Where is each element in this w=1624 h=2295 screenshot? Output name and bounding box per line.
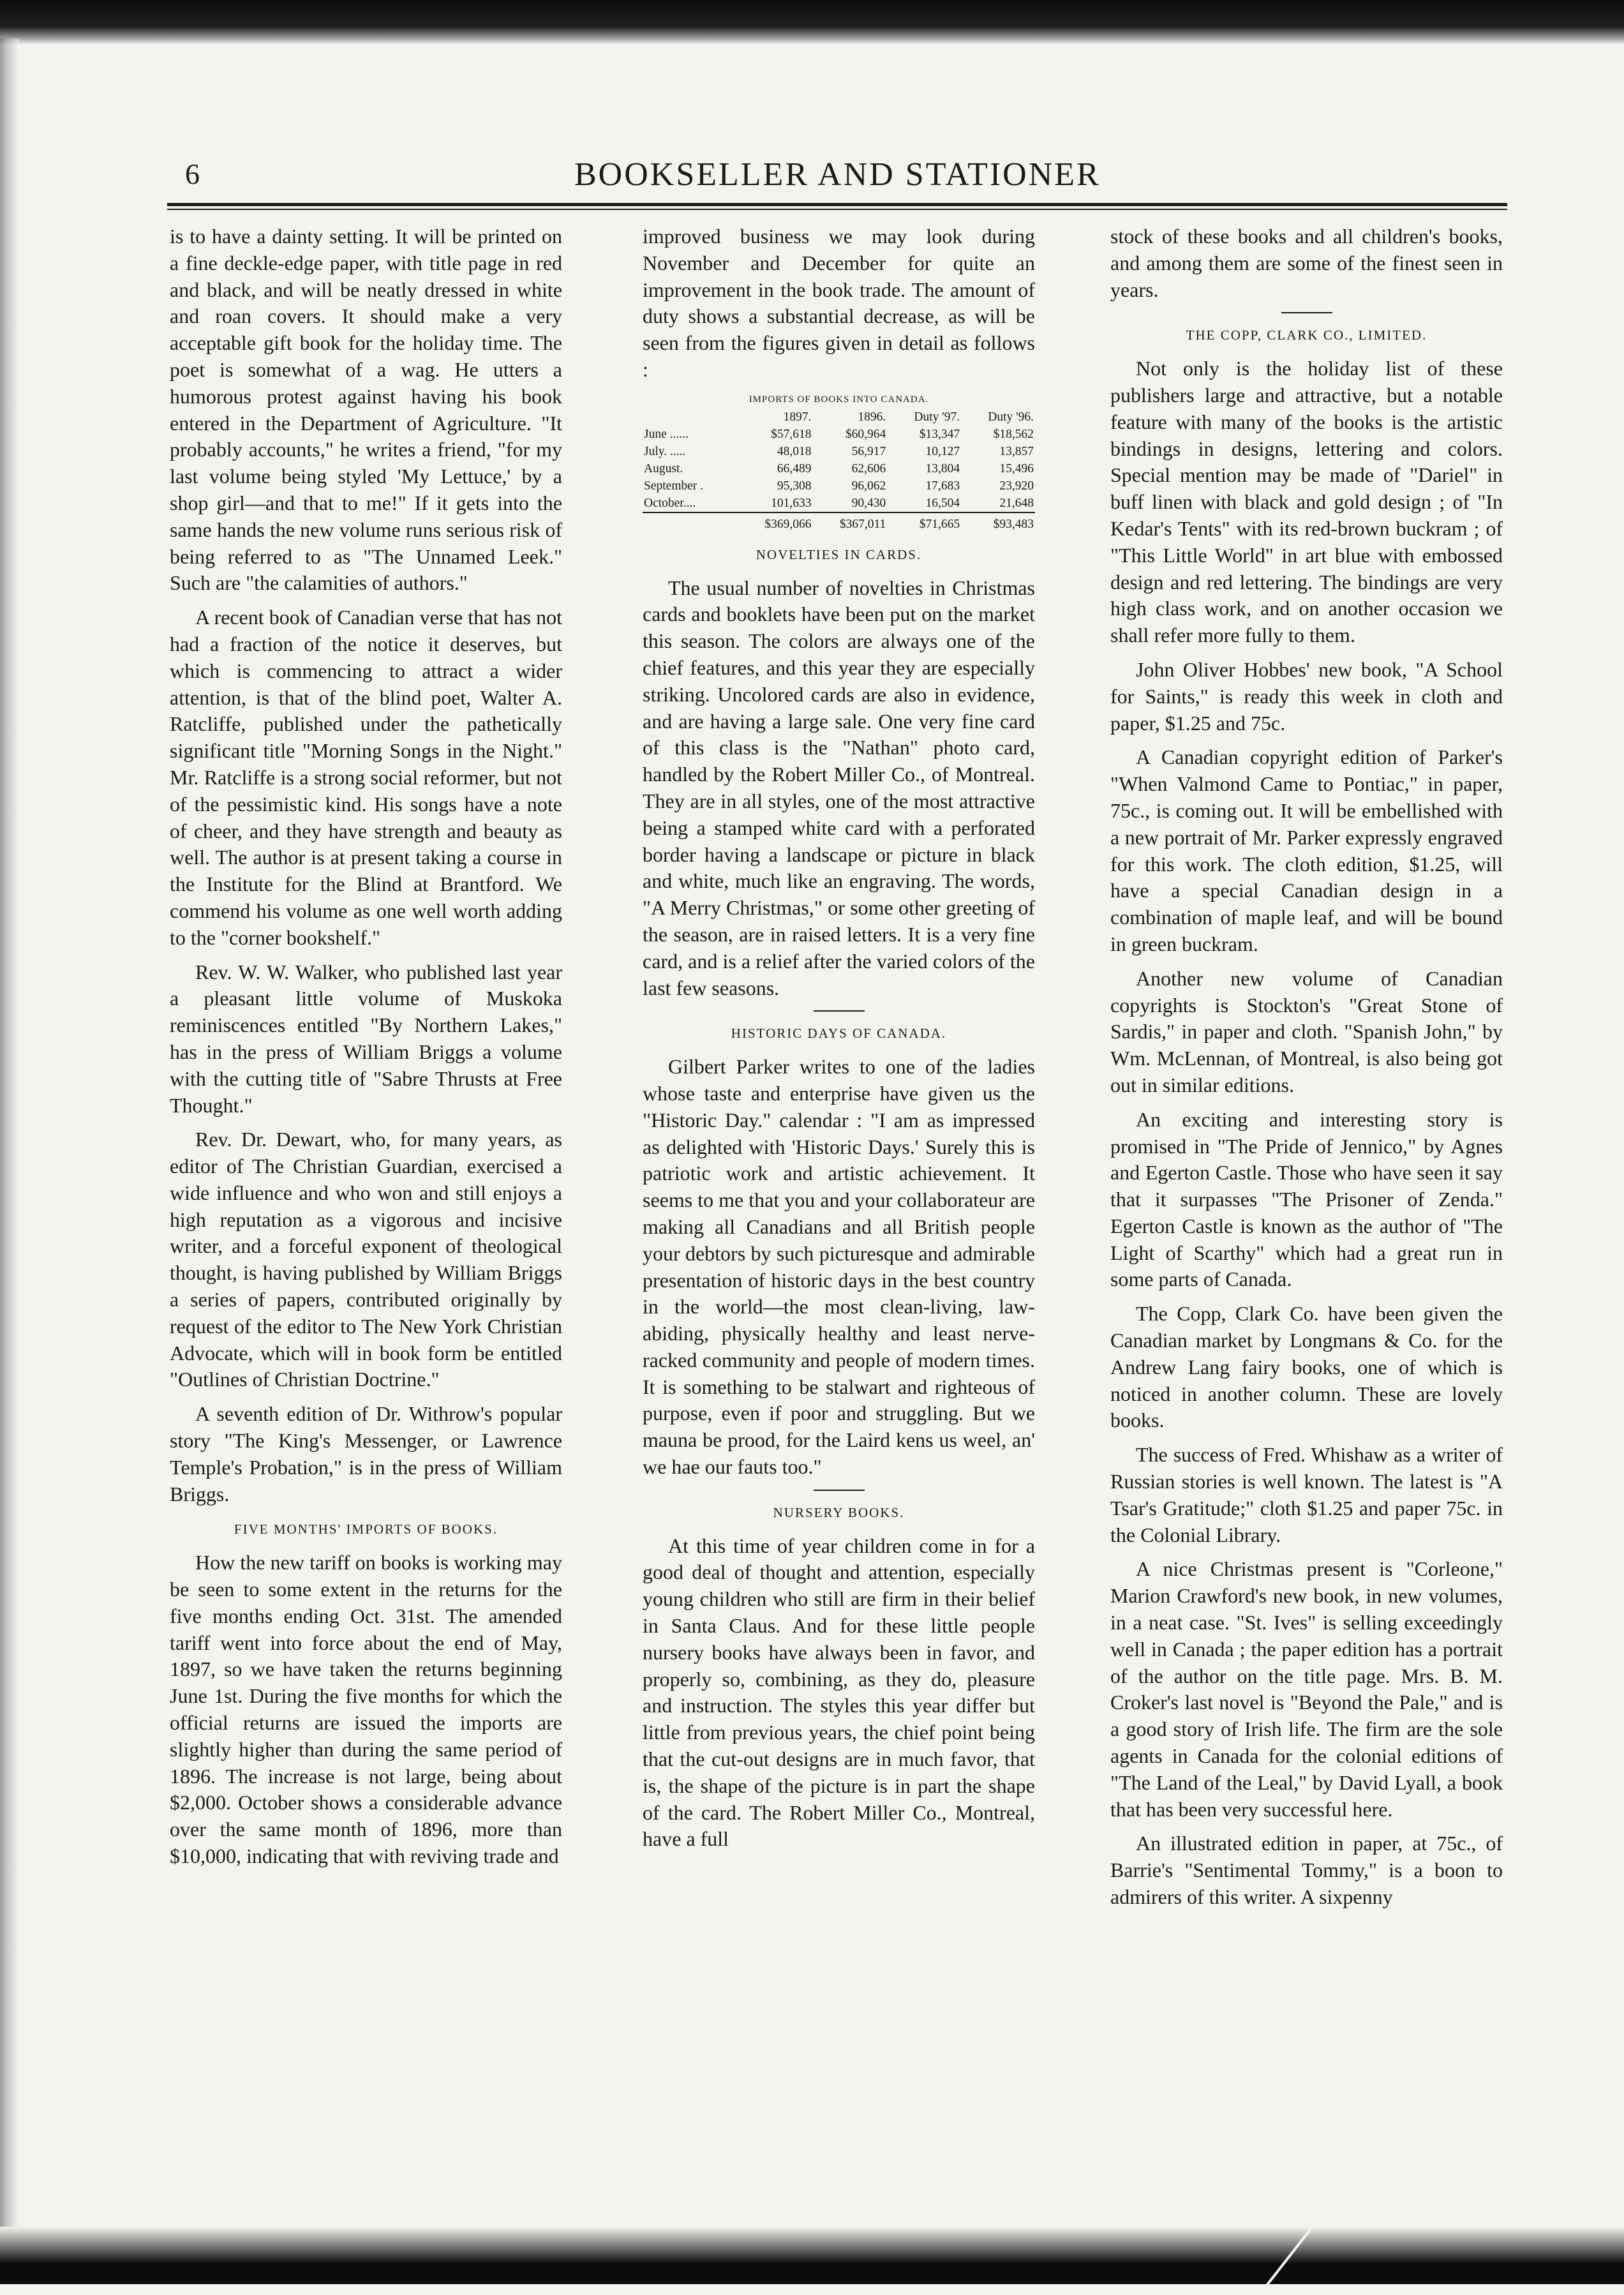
paragraph: Rev. W. W. Walker, who published last year a pleasant little volume of Muskoka reminiscences entitled "By Northern Lakes," has in the press of William Briggs a volume with the cutting title of "Sabre Thrusts at Free Thought." xyxy=(170,960,562,1117)
table-header-cell: 1896. xyxy=(858,410,886,424)
page-title: BOOKSELLER AND STATIONER xyxy=(574,156,1101,193)
imports-table xyxy=(643,391,1035,533)
table-cell: $18,562 xyxy=(993,427,1034,441)
section-heading-nursery: NURSERY BOOKS. xyxy=(773,1504,905,1520)
paragraph: Another new volume of Canadian copyrights is Stockton's "Great Stone of Sardis," in paper and cloth. "Spanish John," by Wm. McLennan, of Montreal, is also being got out in similar editions. xyxy=(1110,966,1503,1096)
table-cell: $71,665 xyxy=(887,512,961,533)
table-cell: 10,127 xyxy=(925,444,960,458)
table-cell: $93,483 xyxy=(961,512,1035,533)
table-cell: 17,683 xyxy=(925,479,960,493)
section-heading-cards: NOVELTIES IN CARDS. xyxy=(756,546,922,562)
paragraph: Gilbert Parker writes to one of the ladies whose taste and enterprise have given us the "Historic Day." calendar : "I am as impressed as delighted with 'Historic Days.' Surely this is patriotic work and artistic achievement. It seems to me that you and your collaborateur are making all Canadians and all British people your debtors by such picturesque and admirable presentation of historic days in the best country in the world—the most clean-living, law-abiding, physically healthy and least nerve-racked community and people of modern times. It is something to be stalwart and righteous of purpose, even if poor and struggling. But we mauna be prood, for the Laird kens us weel, an' we hae our fauts too." xyxy=(643,1055,1035,1479)
table-cell: 21,648 xyxy=(999,496,1034,510)
paragraph: The usual number of novelties in Christmas cards and booklets have been put on the market this season. The colors are always one of the chief features, and this year they are especially striking. Uncolored cards are also in evidence, and are having a large sale. One very fine card of this class is the "Nathan" photo card, handled by the Robert Miller Co., of Montreal. They are in all styles, one of the most attractive being a stamped white card with a perforated border having a landscape or picture in black and white, much like an engraving. The words, "A Merry Christmas," or some other greeting of the season, are in raised letters. It is a very fine card, and is a relief after the varied colors of the last few seasons. xyxy=(643,576,1035,999)
column-3 xyxy=(1110,223,1503,1918)
paragraph: stock of these books and all children's books, and among them are some of the finest seen in years. xyxy=(1110,225,1503,301)
header-rule xyxy=(167,203,1507,206)
paragraph: A nice Christmas present is "Corleone," Marion Crawford's new book, in new volumes, in a neat case. "St. Ives" is selling exceedingly well in Canada ; the paper edition has a portrait of the author on the title page. Mrs. B. M. Croker's last novel is "Beyond the Pale," and is a good story of Irish life. The firm are the sole agents in Canada for the colonial editions of "The Land of the Leal," by David Lyall, a book that has been very successful here. xyxy=(1110,1557,1503,1821)
table-cell: 95,308 xyxy=(777,479,812,493)
paragraph: is to have a dainty setting. It will be printed on a fine deckle-edge paper, with title page in red and black, and will be neatly dressed in white and roan covers. It should make a very acceptable gift book for the holiday time. The poet is somewhat of a wag. He utters a humorous protest against having his book entered in the Department of Agriculture. "It probably accounts," he writes a friend, "for my last volume being styled 'My Lettuce,' by a shop girl—and that to me!" If it gets into the same hands the new volume runs serious risk of being referred to as "The Unnamed Leek." Such are "the calamities of authors." xyxy=(170,225,562,595)
table-cell: 101,633 xyxy=(771,496,812,510)
paragraph: The Copp, Clark Co. have been given the Canadian market by Longmans & Co. for the Andrew Lang fairy books, one of which is noticed in another column. These are lovely books. xyxy=(1110,1302,1503,1432)
page-number: 6 xyxy=(185,158,200,190)
paragraph: An exciting and interesting story is promised in "The Pride of Jennico," by Agnes and Egerton Castle. Those who have seen it say that it surpasses "The Prisoner of Zenda." Egerton Castle is known as the author of "The Light of Scarthy" which had a great run in some parts of Canada. xyxy=(1110,1107,1503,1291)
column-1 xyxy=(170,223,562,1878)
paragraph: A recent book of Canadian verse that has not had a fraction of the notice it deserves, but which is commencing to attract a wider attention, is that of the blind poet, Walter A. Ratcliffe, published under the pathetically significant title "Morning Songs in the Night." Mr. Ratcliffe is a strong social reformer, but not of the pessimistic kind. His songs have a note of cheer, and they have strength and beauty as well. The author is at present taking a course in the Institute for the Blind at Brantford. We commend his volume as one well worth adding to the "corner bookshelf." xyxy=(170,606,562,949)
scan-left-border xyxy=(0,38,19,2246)
table-cell: 15,496 xyxy=(999,461,1034,475)
table-total-row xyxy=(643,512,1035,533)
table-cell: July. ..... xyxy=(644,444,686,458)
table-cell: 16,504 xyxy=(925,496,960,510)
table-row xyxy=(643,477,1035,495)
scan-top-border xyxy=(0,0,1624,45)
section-heading-historic: HISTORIC DAYS OF CANADA. xyxy=(731,1026,947,1042)
paragraph: A Canadian copyright edition of Parker's "When Valmond Came to Pontiac," in paper, 75c., is coming out. It will be embellished with a new portrait of Mr. Parker expressly engraved for this work. The cloth edition, $1.25, will have a special Canadian design in a combination of maple leaf, and will be bound in green buckram. xyxy=(1110,745,1503,955)
section-heading-imports: FIVE MONTHS' IMPORTS OF BOOKS. xyxy=(234,1521,498,1537)
section-divider xyxy=(814,1490,865,1491)
table-header-cell: 1897. xyxy=(783,410,812,424)
table-row xyxy=(643,443,1035,460)
table-cell: $369,066 xyxy=(738,512,813,533)
table-cell: $13,347 xyxy=(919,427,960,441)
table-row xyxy=(643,495,1035,512)
table-cell: June ...... xyxy=(644,427,689,441)
table-cell: $367,011 xyxy=(812,512,887,533)
table-cell: August. xyxy=(644,461,683,475)
paragraph: A seventh edition of Dr. Withrow's popular story "The King's Messenger, or Lawrence Temple's Probation," is in the press of William Briggs. xyxy=(170,1402,562,1506)
section-divider xyxy=(814,1010,865,1012)
table-row xyxy=(643,460,1035,477)
table-cell: 13,857 xyxy=(999,444,1034,458)
imports-table-caption: IMPORTS OF BOOKS INTO CANADA. xyxy=(749,394,929,405)
table-cell: 90,430 xyxy=(851,496,886,510)
table-cell xyxy=(643,512,738,533)
paragraph: Not only is the holiday list of these publishers large and attractive, but a notable feature with many of the books is the artistic bindings in designs, lettering and colors. Special mention may be made of "Dariel" in buff linen with black and gold design ; of "In Kedar's Tents" with its red-brown buckram ; of "This Little World" in art blue with embossed design and red lettering. The bindings are very high class work, and on another occasion we shall refer more fully to them. xyxy=(1110,357,1503,647)
paragraph: The success of Fred. Whishaw as a writer of Russian stories is well known. The latest is "A Tsar's Gratitude;" cloth $1.25 and paper 75c. in the Colonial Library. xyxy=(1110,1443,1503,1546)
table-cell: 13,804 xyxy=(925,461,960,475)
scan-bottom-border xyxy=(0,2227,1624,2284)
table-header-cell: Duty '97. xyxy=(914,410,960,424)
table-header-cell xyxy=(643,408,738,426)
table-cell: $60,964 xyxy=(845,427,886,441)
paragraph: John Oliver Hobbes' new book, "A School for Saints," is ready this week in cloth and paper, $1.25 and 75c. xyxy=(1110,657,1503,735)
table-cell: September . xyxy=(644,479,704,493)
table-cell: October.... xyxy=(644,496,696,510)
section-divider xyxy=(1281,312,1332,313)
table-cell: 48,018 xyxy=(777,444,812,458)
table-cell: 23,920 xyxy=(999,479,1034,493)
section-heading-copp-clark: THE COPP, CLARK CO., LIMITED. xyxy=(1186,327,1427,343)
table-header-row xyxy=(643,408,1035,426)
table-row xyxy=(643,426,1035,443)
paragraph: At this time of year children come in for a good deal of thought and attention, especially young children who still are firm in their belief in Santa Claus. And for these little people nursery books have always been in favor, and properly so, combining, as they do, pleasure and instruction. The styles this year differ but little from previous years, the chief point being that the cut-out designs are in much favor, that is, the shape of the picture is in part the shape of the card. The Robert Miller Co., Montreal, have a full xyxy=(643,1534,1035,1851)
column-2 xyxy=(643,223,1035,1860)
paragraph: How the new tariff on books is working may be seen to some extent in the returns for the five months ending Oct. 31st. The amended tariff went into force about the end of May, 1897, so we have taken the returns beginning June 1st. During the five months for which the official returns are issued the imports are slightly higher than during the same period of 1896. The increase is not large, being about $2,000. October shows a considerable advance over the same month of 1896, more than $10,000, indicating that with reviving trade and xyxy=(170,1551,562,1868)
paragraph: An illustrated edition in paper, at 75c., of Barrie's "Sentimental Tommy," is a boon to admirers of this writer. A sixpenny xyxy=(1110,1832,1503,1909)
table-cell: 66,489 xyxy=(777,461,812,475)
header-rule-thin xyxy=(167,209,1507,210)
table-cell: $57,618 xyxy=(771,427,812,441)
paragraph: Rev. Dr. Dewart, who, for many years, as editor of The Christian Guardian, exercised a wide influence and who won and still enjoys a high reputation as a vigorous and incisive writer, and a forceful exponent of theological thought, is having published by William Briggs a series of papers, contributed originally by request of the editor to The New York Christian Advocate, which will in book form be entitled "Outlines of Christian Doctrine." xyxy=(170,1128,562,1391)
table-cell: 96,062 xyxy=(851,479,886,493)
table-header-cell: Duty '96. xyxy=(988,410,1034,424)
paragraph: improved business we may look during November and December for quite an improvement in the book trade. The amount of duty shows a substantial decrease, as will be seen from the figures given in detail as follows : xyxy=(643,225,1035,381)
table-cell: 56,917 xyxy=(851,444,886,458)
table-cell: 62,606 xyxy=(851,461,886,475)
